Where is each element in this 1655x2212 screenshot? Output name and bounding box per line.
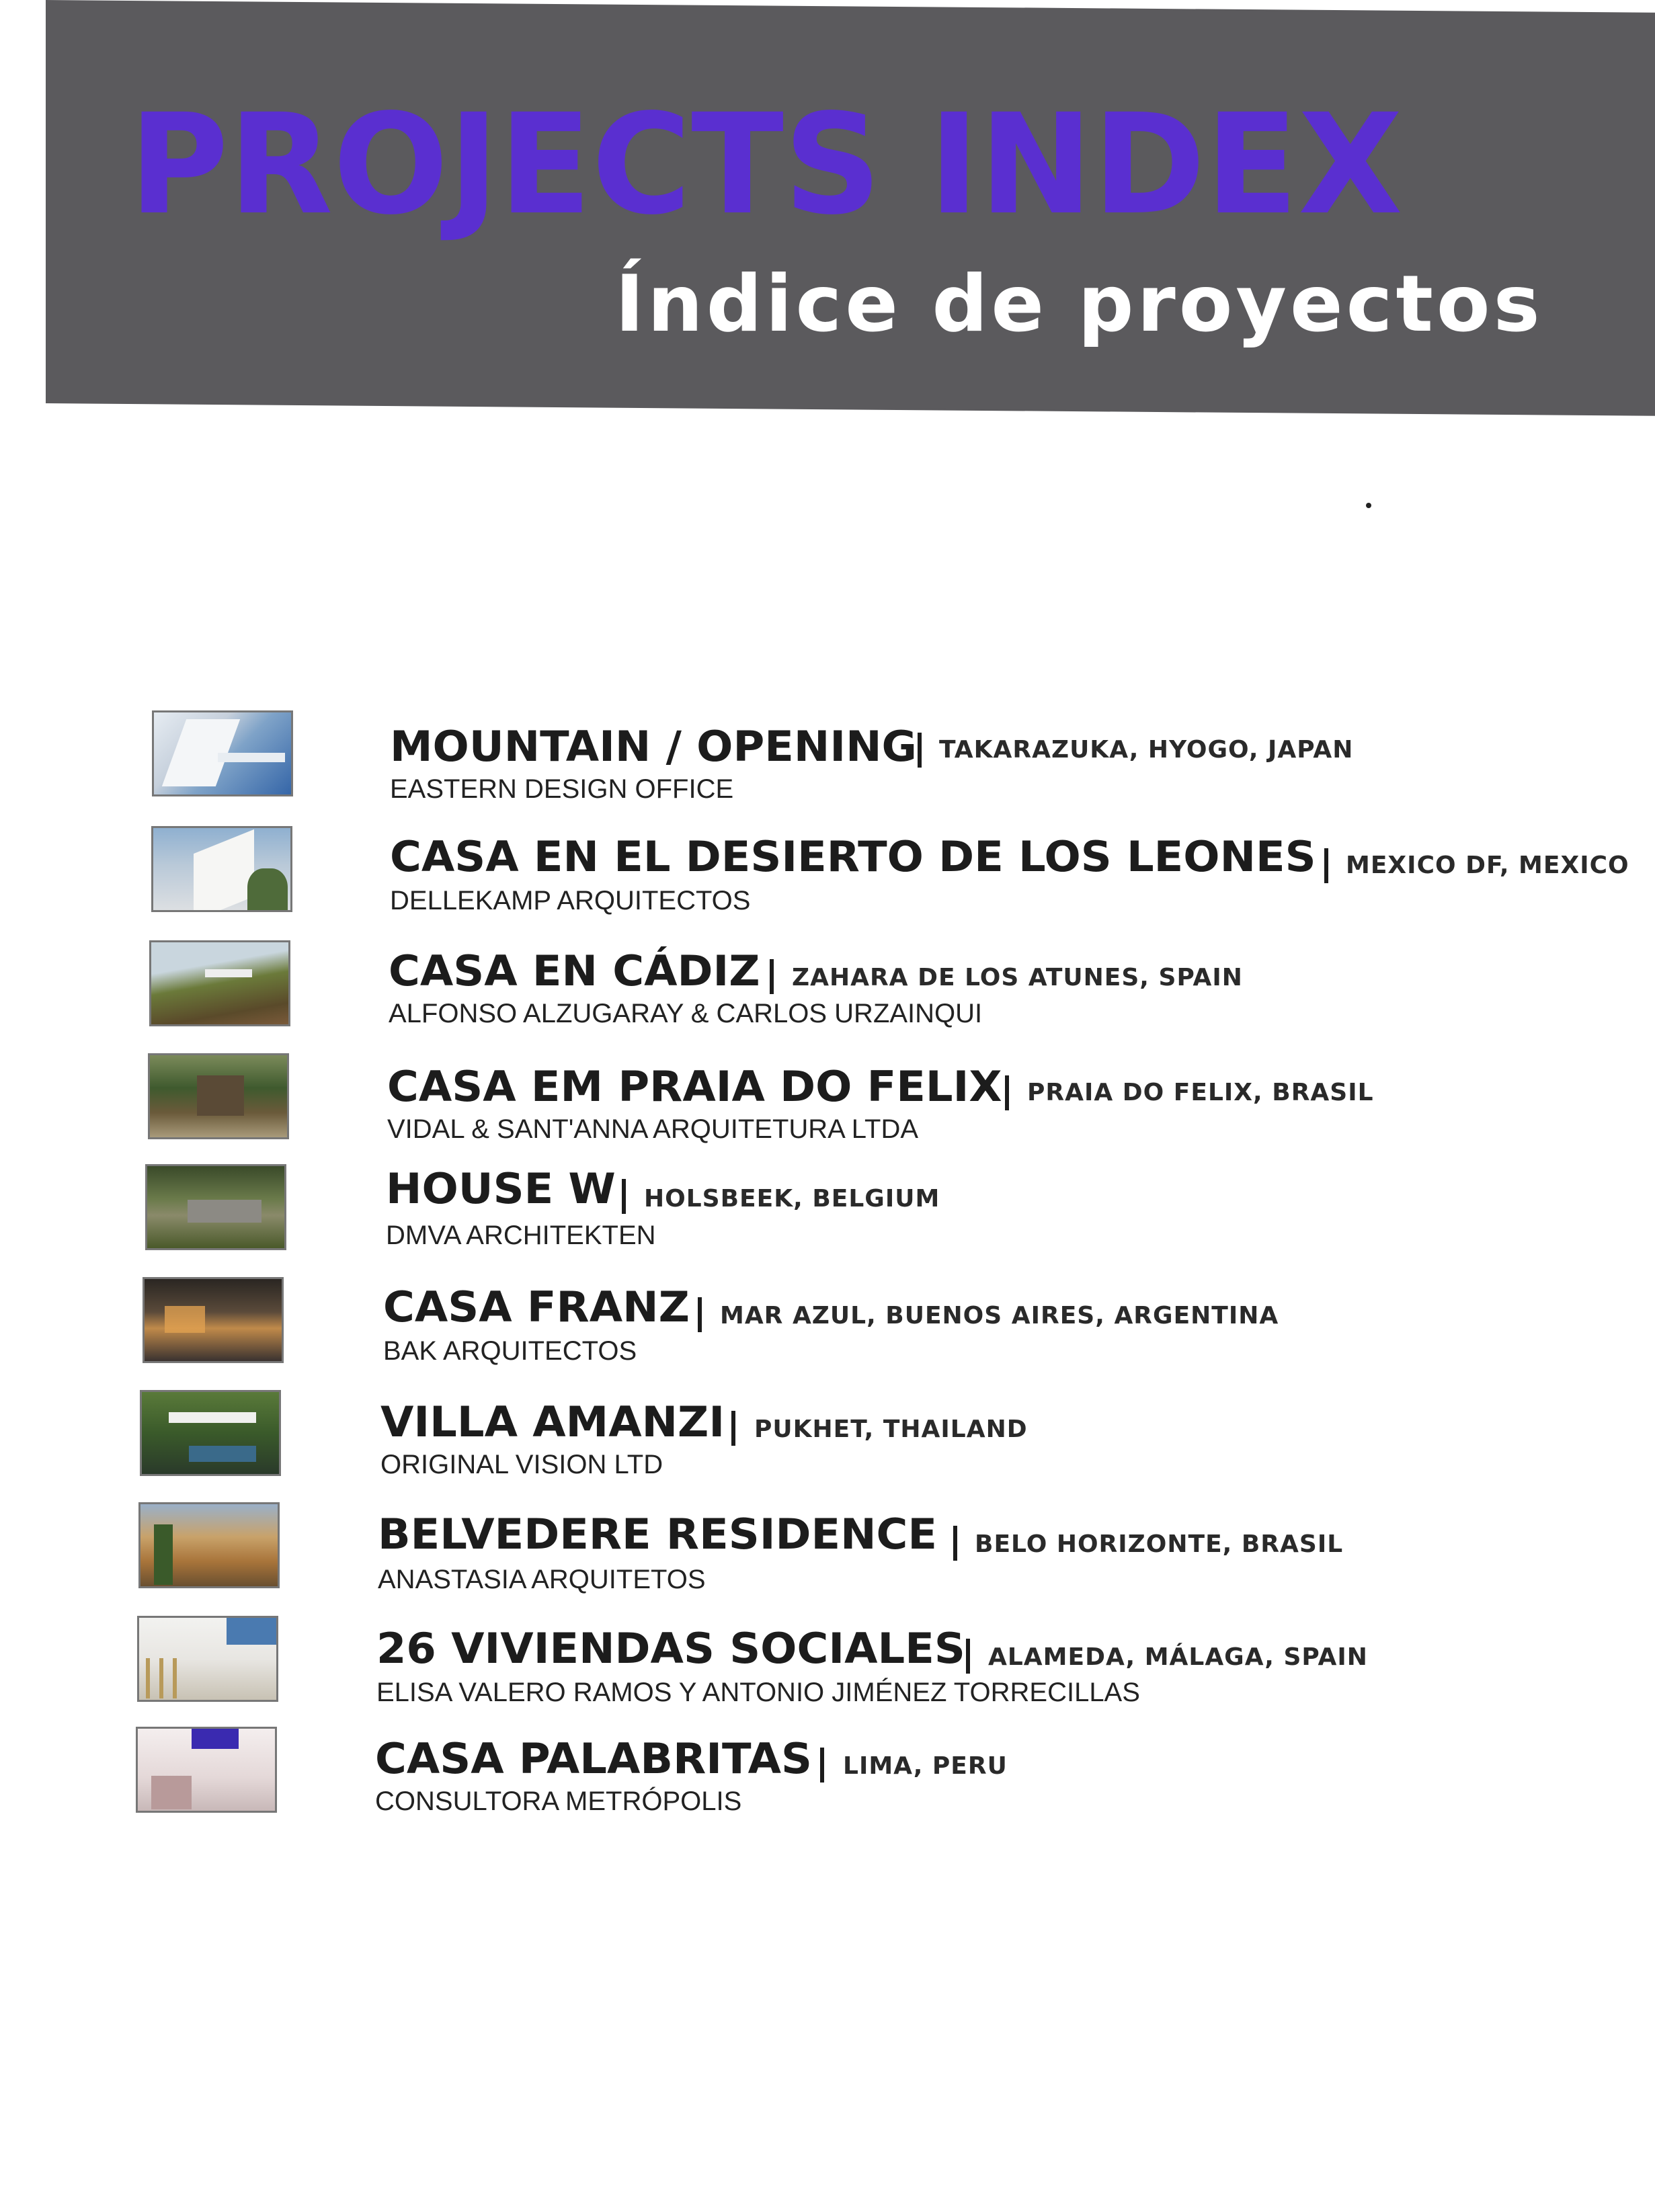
project-name: CASA EN CÁDIZ (389, 946, 760, 995)
project-thumbnail (148, 1053, 289, 1139)
project-name: HOUSE W (386, 1164, 616, 1213)
separator (698, 1297, 702, 1332)
project-name: CASA EN EL DESIERTO DE LOS LEONES (390, 832, 1316, 881)
separator (1005, 1075, 1009, 1110)
separator (820, 1748, 824, 1783)
separator (1324, 848, 1328, 883)
project-thumbnail (145, 1164, 286, 1250)
project-thumbnail (143, 1277, 284, 1363)
project-location: ZAHARA DE LOS ATUNES, SPAIN (792, 964, 1243, 991)
project-architect: VIDAL & SANT'ANNA ARQUITETURA LTDA (387, 1114, 919, 1144)
project-entry[interactable] (0, 1612, 1655, 1719)
project-entry[interactable] (0, 706, 1655, 813)
project-architect: CONSULTORA METRÓPOLIS (375, 1787, 742, 1816)
project-thumbnail (136, 1727, 277, 1813)
project-entry[interactable] (0, 1723, 1655, 1831)
project-location: PUKHET, THAILAND (754, 1416, 1028, 1443)
separator (953, 1526, 957, 1561)
project-entry[interactable] (0, 1273, 1655, 1381)
project-architect: DMVA ARCHITEKTEN (386, 1221, 656, 1250)
project-name: 26 VIVIENDAS SOCIALES (376, 1624, 965, 1673)
project-name: CASA FRANZ (383, 1282, 690, 1332)
project-location: LIMA, PERU (843, 1752, 1008, 1780)
project-location: ALAMEDA, MÁLAGA, SPAIN (988, 1643, 1368, 1671)
project-location: MEXICO DF, MEXICO (1346, 852, 1629, 879)
separator (966, 1639, 970, 1674)
project-location: MAR AZUL, BUENOS AIRES, ARGENTINA (720, 1302, 1279, 1329)
project-thumbnail (149, 940, 290, 1026)
project-thumbnail (140, 1390, 281, 1476)
project-location: PRAIA DO FELIX, BRASIL (1027, 1079, 1374, 1106)
project-architect: ANASTASIA ARQUITETOS (378, 1565, 706, 1594)
project-entry[interactable] (0, 1499, 1655, 1606)
project-architect: DELLEKAMP ARQUITECTOS (390, 886, 751, 915)
separator (622, 1179, 626, 1214)
project-thumbnail (151, 826, 292, 912)
project-entry[interactable] (0, 1160, 1655, 1268)
speck (1366, 503, 1371, 508)
project-architect: ALFONSO ALZUGARAY & CARLOS URZAINQUI (389, 999, 983, 1028)
project-name: MOUNTAIN / OPENING (390, 722, 917, 771)
project-location: BELO HORIZONTE, BRASIL (975, 1530, 1344, 1558)
project-entry[interactable] (0, 1387, 1655, 1494)
project-name: BELVEDERE RESIDENCE (378, 1510, 938, 1559)
project-entry[interactable] (0, 821, 1655, 929)
separator (918, 733, 922, 768)
project-architect: EASTERN DESIGN OFFICE (390, 774, 734, 804)
page-title: PROJECTS INDEX (129, 84, 1403, 245)
project-location: TAKARAZUKA, HYOGO, JAPAN (939, 736, 1354, 764)
project-name: CASA EM PRAIA DO FELIX (387, 1062, 1002, 1111)
page-subtitle: Índice de proyectos (615, 259, 1543, 350)
project-architect: ELISA VALERO RAMOS Y ANTONIO JIMÉNEZ TORRECILLAS (376, 1678, 1140, 1707)
project-architect: BAK ARQUITECTOS (383, 1336, 637, 1366)
project-architect: ORIGINAL VISION LTD (380, 1450, 663, 1479)
project-entry[interactable] (0, 936, 1655, 1043)
project-thumbnail (152, 710, 293, 796)
project-name: CASA PALABRITAS (375, 1734, 813, 1783)
separator (770, 959, 774, 994)
project-thumbnail (137, 1616, 278, 1702)
project-thumbnail (138, 1502, 280, 1588)
project-name: VILLA AMANZI (380, 1397, 725, 1446)
project-location: HOLSBEEK, BELGIUM (644, 1185, 940, 1213)
project-entry[interactable] (0, 1049, 1655, 1156)
separator (731, 1411, 735, 1446)
